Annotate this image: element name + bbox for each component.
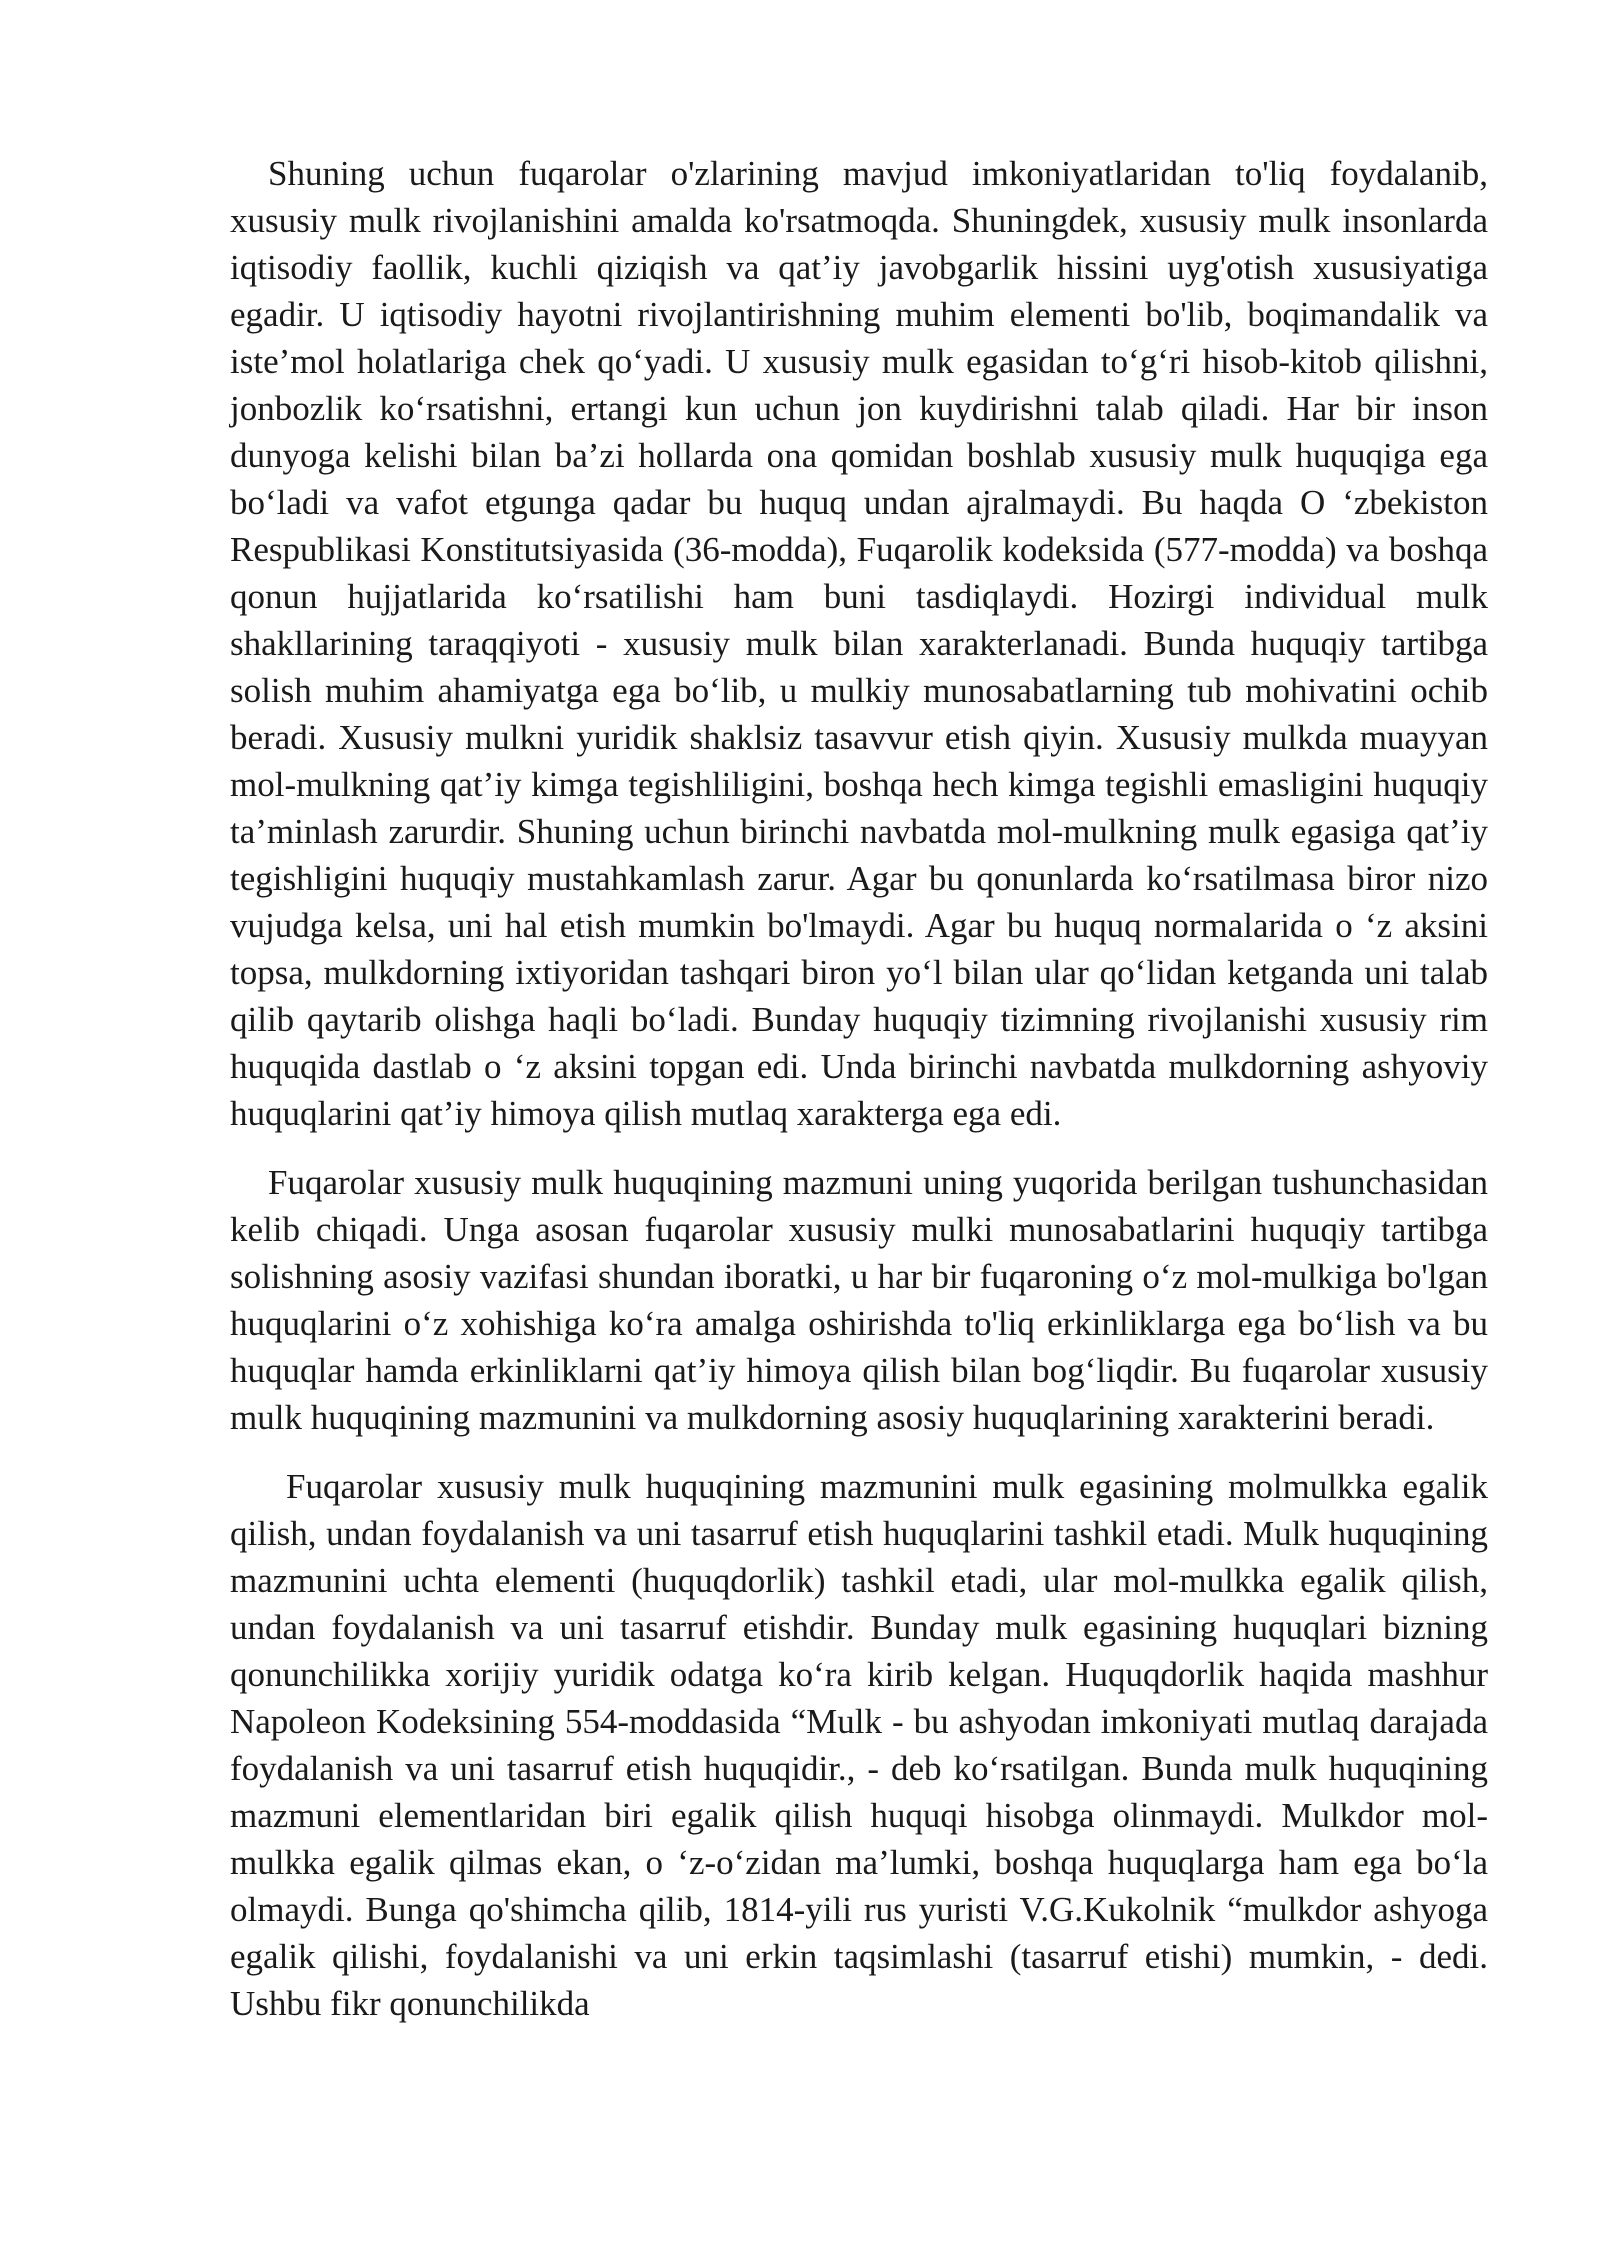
document-page [230,150,1488,2049]
paragraph-2: Fuqarolar xususiy mulk huquqining mazmuni uning yuqorida berilgan tushunchasidan kelib chiqadi. Unga asosan fuqarolar xususiy mulki munosabatlarini huquqiy tartibga solishning asosiy vazifasi shundan iboratki, u har bir fuqaroning o‘z mol-mulkiga bo'lgan huquqlarini o‘z xohishiga ko‘ra amalga oshirishda to'liq erkinliklarga ega bo‘lish va bu huquqlar hamda erkinliklarni qat’iy himoya qilish bilan bog‘liqdir. Bu fuqarolar xususiy mulk huquqining mazmunini va mulkdorning asosiy huquqlarining xarakterini beradi. [230,1163,1488,1437]
paragraph-1: Shuning uchun fuqarolar o'zlarining mavjud imkoniyatlaridan to'liq foydalanib, xususiy mulk rivojlanishini amalda ko'rsatmoqda. Shuningdek, xususiy mulk insonlarda iqtisodiy faollik, kuchli qiziqish va qat’iy javobgarlik hissini uyg'otish xususiyatiga egadir. U iqtisodiy hayotni rivojlantirishning muhim elementi bo'lib, boqimandalik va iste’mol holatlariga chek qo‘yadi. U xususiy mulk egasidan to‘g‘ri hisob-kitob qilishni, jonbozlik ko‘rsatishni, ertangi kun uchun jon kuydirishni talab qiladi. Har bir inson dunyoga kelishi bilan ba’zi hollarda ona qomidan boshlab xususiy mulk huquqiga ega bo‘ladi va vafot etgunga qadar bu huquq undan ajralmaydi. Bu haqda O ‘zbekiston Respublikasi Konstitutsiyasida (36-modda), Fuqarolik kodeksida (577-modda) va boshqa qonun hujjatlarida ko‘rsatilishi ham buni tasdiqlaydi. Hozirgi individual mulk shakllarining taraqqiyoti - xususiy mulk bilan xarakterlanadi. Bunda huquqiy tartibga solish muhim ahamiyatga ega bo‘lib, u mulkiy munosabatlarning tub mohivatini ochib beradi. Xususiy mulkni yuridik shaklsiz tasavvur etish qiyin. Xususiy mulkda muayyan mol-mulkning qat’iy kimga tegishliligini, boshqa hech kimga tegishli emasligini huquqiy ta’minlash zarurdir. Shuning uchun birinchi navbatda mol-mulkning mulk egasiga qat’iy tegishligini huquqiy mustahkamlash zarur. Agar bu qonunlarda ko‘rsatilmasa biror nizo vujudga kelsa, uni hal etish mumkin bo'lmaydi. Agar bu huquq normalarida o ‘z aksini topsa, mulkdorning ixtiyoridan tashqari biron yo‘l bilan ular qo‘lidan ketganda uni talab qilib qaytarib olishga haqli bo‘ladi. Bunday huquqiy tizimning rivojlanishi xususiy rim huquqida dastlab o ‘z aksini topgan edi. Unda birinchi navbatda mulkdorning ashyoviy huquqlarini qat’iy himoya qilish mutlaq xarakterga ega edi. [230,154,1488,1133]
paragraph-3: Fuqarolar xususiy mulk huquqining mazmunini mulk egasining molmulkka egalik qilish, undan foydalanish va uni tasarruf etish huquqlarini tashkil etadi. Mulk huquqining mazmunini uchta elementi (huquqdorlik) tashkil etadi, ular mol-mulkka egalik qilish, undan foydalanish va uni tasarruf etishdir. Bunday mulk egasining huquqlari bizning qonunchilikka xorijiy yuridik odatga ko‘ra kirib kelgan. Huquqdorlik haqida mashhur Napoleon Kodeksining 554-moddasida “Mulk - bu ashyodan imkoniyati mutlaq darajada foydalanish va uni tasarruf etish huquqidir., - deb ko‘rsatilgan. Bunda mulk huquqining mazmuni elementlaridan biri egalik qilish huquqi hisobga olinmaydi. Mulkdor mol-mulkka egalik qilmas ekan, o ‘z-o‘zidan ma’lumki, boshqa huquqlarga ham ega bo‘la olmaydi. Bunga qo'shimcha qilib, 1814-yili rus yuristi V.G.Kukolnik “mulkdor ashyoga egalik qilishi, foydalanishi va uni erkin taqsimlashi (tasarruf etishi) mumkin, - dedi. Ushbu fikr qonunchilikda [230,1467,1488,2023]
